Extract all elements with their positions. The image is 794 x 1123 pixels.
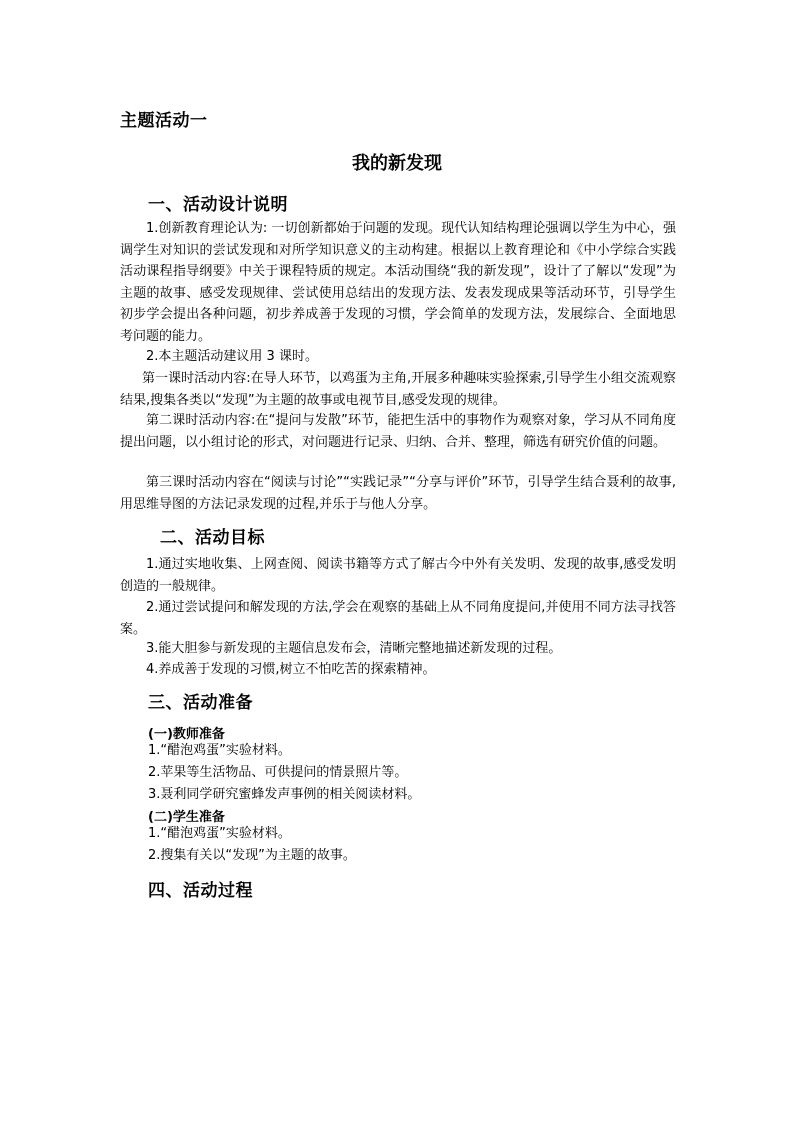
- section-heading-process: 四、活动过程: [148, 881, 253, 901]
- document-title: 主题活动一: [120, 111, 208, 131]
- paragraph-lesson-count: 2.本主题活动建议用 3 课时。: [146, 349, 318, 364]
- objective-item: 2.通过尝试提问和解发现的方法,学会在观察的基础上从不同角度提问,并使用不同方法寻找答案。: [120, 600, 676, 637]
- section-heading-design-notes: 一、活动设计说明: [148, 195, 288, 215]
- teacher-prep-heading: (一)教师准备: [148, 727, 225, 742]
- student-prep-heading: (二)学生准备: [148, 810, 225, 825]
- objective-item: 4.养成善于发现的习惯,树立不怕吃苦的探索精神。: [146, 662, 436, 677]
- paragraph-lesson-two: 第二课时活动内容:在“提问与发散”环节，能把生活中的事物作为观察对象，学习从不同角度提出问题，以小组讨论的形式，对问题进行记录、归纳、合并、整理，筛选有研究价值的问题。: [120, 413, 676, 450]
- teacher-prep-item: 1.“醋泡鸡蛋”实验材料。: [148, 743, 291, 758]
- section-heading-preparation: 三、活动准备: [148, 693, 253, 713]
- student-prep-item: 1.“醋泡鸡蛋”实验材料。: [148, 826, 291, 841]
- student-prep-item: 2.搜集有关以“发现”为主题的故事。: [148, 848, 356, 863]
- objective-item: 1.通过实地收集、上网查阅、阅读书籍等方式了解古今中外有关发明、发现的故事,感受发明创造的一般规律。: [120, 557, 676, 594]
- teacher-prep-item: 3.聂利同学研究蜜蜂发声事例的相关阅读材料。: [148, 787, 421, 802]
- paragraph-theory: 1.创新教育理论认为: 一切创新都始于问题的发现。现代认知结构理论强调以学生为中心，强调学生对知识的尝试发现和对所学知识意义的主动构建。根据以上教育理论和《中小学综合实践活动课程指导纲要》中关于课程特质的规定。本活动围绕“我的新发现”，设计了了解以“发现”为主题的故事、感受发现规律、尝试使用总结出的发现方法、发表发现成果等活动环节，引导学生初步学会提出各种问题，初步养成善于发现的习惯，学会简单的发现方法，发展综合、全面地思考问题的能力。: [120, 221, 676, 344]
- document-subtitle: 我的新发现: [352, 153, 442, 174]
- paragraph-lesson-one: 第一课时活动内容:在导人环节，以鸡蛋为主角,开展多种趣味实验探索,引导学生小组交流观察结果,搜集各类以“发现”为主题的故事或电视节目,感受发现的规律。: [120, 371, 676, 408]
- teacher-prep-item: 2.苹果等生活物品、可供提问的情景照片等。: [148, 765, 408, 780]
- section-heading-objectives: 二、活动目标: [160, 528, 265, 548]
- objective-item: 3.能大胆参与新发现的主题信息发布会，清晰完整地描述新发现的过程。: [146, 641, 562, 656]
- paragraph-lesson-three: 第三课时活动内容在“阅读与讨论”“实践记录”“分享与评价”环节，引导学生结合聂利的故事,用思维导图的方法记录发现的过程,并乐于与他人分享。: [120, 475, 676, 512]
